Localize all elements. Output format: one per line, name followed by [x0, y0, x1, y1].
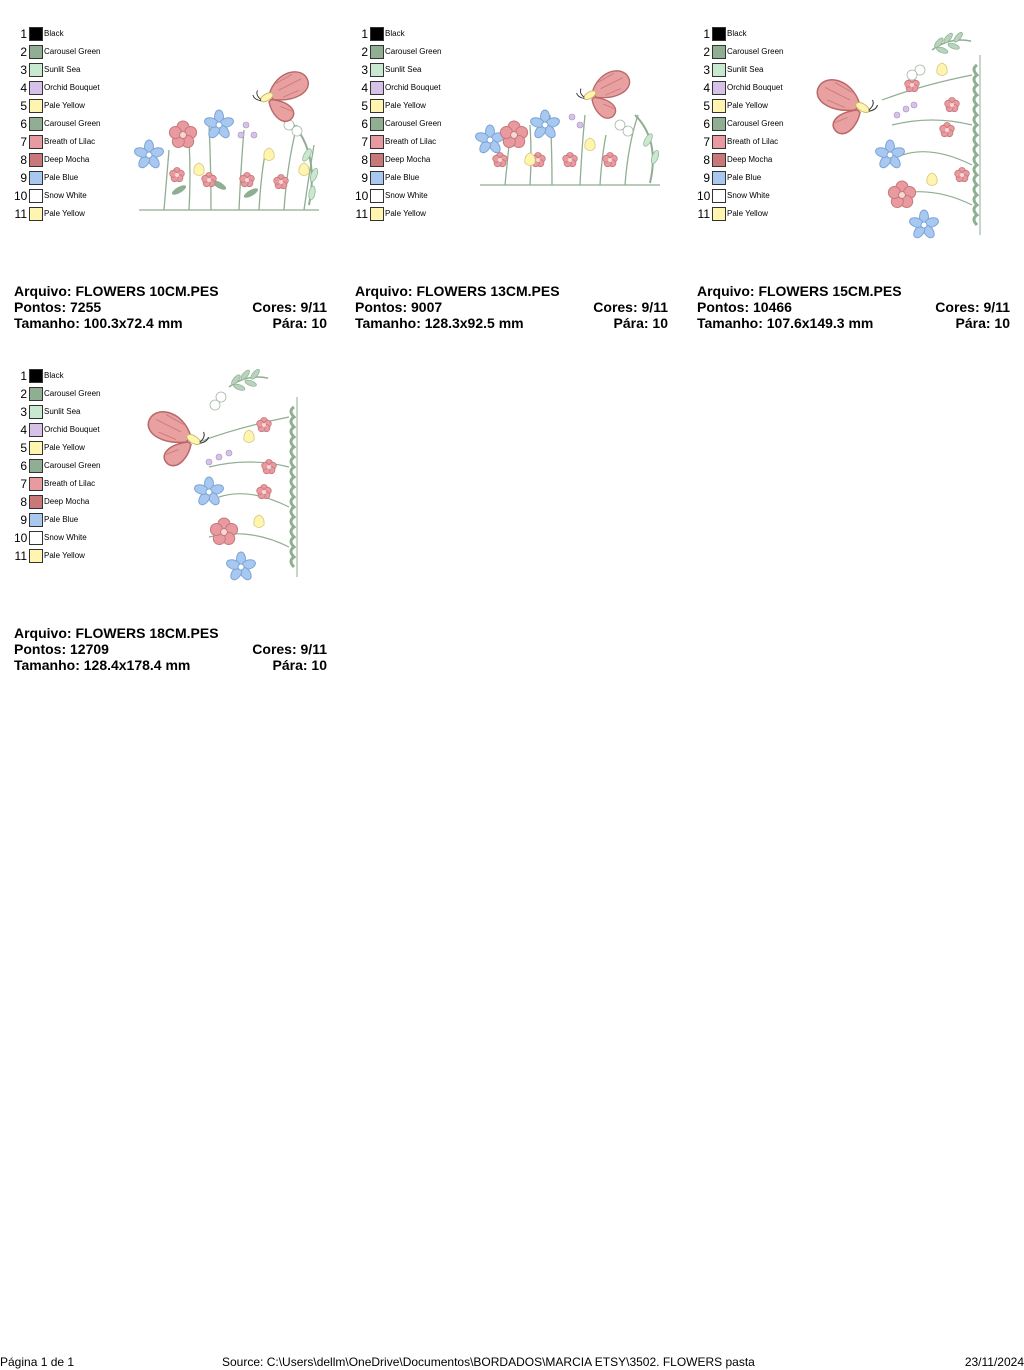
- thread-color-row: [355, 133, 475, 151]
- thread-color-number: 9: [20, 171, 27, 185]
- arquivo-text: Arquivo: FLOWERS 15CM.PES: [697, 283, 902, 299]
- thread-color-name: Black: [727, 29, 747, 38]
- cores-text: Cores: 9/11: [935, 299, 1010, 315]
- thread-color-name: Carousel Green: [727, 119, 784, 128]
- thread-color-name: Carousel Green: [727, 47, 784, 56]
- thread-color-number: 4: [361, 81, 368, 95]
- thread-color-number: 6: [361, 117, 368, 131]
- thread-color-name: Pale Yellow: [44, 101, 85, 110]
- thread-color-swatch: [29, 189, 43, 203]
- thread-color-name: Carousel Green: [385, 47, 442, 56]
- size-line: [697, 315, 1010, 331]
- thread-color-swatch: [370, 171, 384, 185]
- thread-color-name: Deep Mocha: [44, 155, 90, 164]
- pontos-text: Pontos: 9007: [355, 299, 443, 315]
- thread-color-swatch: [29, 441, 43, 455]
- tamanho-text: Tamanho: 128.3x92.5 mm: [355, 315, 524, 331]
- thread-color-number: 3: [20, 63, 27, 77]
- para-text: Pára: 10: [955, 315, 1010, 331]
- thread-color-number: 8: [20, 153, 27, 167]
- thread-color-row: [697, 187, 817, 205]
- thread-color-name: Sunlit Sea: [727, 65, 764, 74]
- thread-color-number: 7: [361, 135, 368, 149]
- thread-color-name: Orchid Bouquet: [385, 83, 441, 92]
- thread-color-swatch: [370, 207, 384, 221]
- thread-color-number: 5: [703, 99, 710, 113]
- thread-color-row: [697, 43, 817, 61]
- thread-color-swatch: [370, 81, 384, 95]
- thread-color-swatch: [29, 135, 43, 149]
- pontos-text: Pontos: 12709: [14, 641, 109, 657]
- thread-color-swatch: [29, 495, 43, 509]
- thread-color-row: [355, 79, 475, 97]
- thread-color-name: Pale Yellow: [385, 101, 426, 110]
- embroidery-preview: [119, 367, 329, 587]
- thread-color-number: 5: [20, 441, 27, 455]
- flowers-design-image: [119, 367, 329, 587]
- file-name-line: [14, 283, 327, 299]
- thread-color-row: [14, 79, 134, 97]
- thread-color-number: 10: [355, 189, 369, 203]
- thread-color-number: 3: [703, 63, 710, 77]
- tamanho-text: Tamanho: 128.4x178.4 mm: [14, 657, 191, 673]
- flowers-design-image: [119, 25, 329, 245]
- thread-color-name: Sunlit Sea: [385, 65, 422, 74]
- thread-color-swatch: [29, 405, 43, 419]
- thread-color-name: Pale Blue: [44, 173, 79, 182]
- thread-color-row: [14, 475, 134, 493]
- thread-color-swatch: [29, 531, 43, 545]
- thread-color-swatch: [29, 153, 43, 167]
- stitch-count-line: [697, 299, 1010, 315]
- thread-color-name: Black: [385, 29, 405, 38]
- page-number: Página 1 de 1: [0, 1355, 75, 1369]
- thread-color-row: [355, 43, 475, 61]
- arquivo-text: Arquivo: FLOWERS 10CM.PES: [14, 283, 219, 299]
- thread-color-swatch: [712, 99, 726, 113]
- thread-color-name: Pale Yellow: [727, 209, 768, 218]
- thread-color-row: [14, 115, 134, 133]
- thread-color-name: Pale Yellow: [44, 209, 85, 218]
- thread-color-row: [14, 529, 134, 547]
- thread-color-number: 8: [20, 495, 27, 509]
- thread-color-swatch: [29, 387, 43, 401]
- para-text: Pára: 10: [613, 315, 668, 331]
- thread-color-swatch: [712, 207, 726, 221]
- thread-color-name: Breath of Lilac: [44, 137, 96, 146]
- thread-color-swatch: [29, 81, 43, 95]
- thread-color-name: Black: [44, 371, 64, 380]
- thread-color-name: Carousel Green: [44, 461, 101, 470]
- thread-color-swatch: [29, 99, 43, 113]
- thread-color-swatch: [29, 27, 43, 41]
- thread-color-swatch: [29, 63, 43, 77]
- thread-color-row: [14, 403, 134, 421]
- thread-color-name: Orchid Bouquet: [44, 83, 100, 92]
- thread-color-swatch: [29, 459, 43, 473]
- pontos-text: Pontos: 10466: [697, 299, 792, 315]
- thread-color-row: [14, 511, 134, 529]
- tamanho-text: Tamanho: 100.3x72.4 mm: [14, 315, 183, 331]
- thread-color-swatch: [29, 513, 43, 527]
- thread-color-row: [14, 43, 134, 61]
- design-card-2: [355, 25, 670, 331]
- design-card-4: [14, 367, 329, 673]
- thread-color-row: [14, 421, 134, 439]
- size-line: [14, 657, 327, 673]
- pontos-text: Pontos: 7255: [14, 299, 102, 315]
- para-text: Pára: 10: [272, 657, 327, 673]
- thread-color-swatch: [370, 153, 384, 167]
- source-path: Source: C:\Users\dellm\OneDrive\Documentos\BORDADOS\MARCIA ETSY\3502. FLOWERS pasta: [222, 1355, 755, 1369]
- thread-color-row: [355, 187, 475, 205]
- thread-color-name: Breath of Lilac: [727, 137, 779, 146]
- thread-color-row: [697, 61, 817, 79]
- cores-text: Cores: 9/11: [252, 299, 327, 315]
- thread-color-name: Black: [44, 29, 64, 38]
- thread-color-number: 9: [361, 171, 368, 185]
- stitch-count-line: [14, 641, 327, 657]
- thread-color-row: [14, 169, 134, 187]
- thread-color-swatch: [712, 189, 726, 203]
- thread-color-swatch: [29, 117, 43, 131]
- thread-color-swatch: [712, 171, 726, 185]
- thread-color-row: [14, 151, 134, 169]
- thread-color-number: 9: [20, 513, 27, 527]
- thread-color-swatch: [29, 549, 43, 563]
- thread-color-number: 1: [361, 27, 368, 41]
- thread-color-swatch: [370, 117, 384, 131]
- thread-color-row: [697, 97, 817, 115]
- thread-color-number: 2: [361, 45, 368, 59]
- thread-color-row: [697, 151, 817, 169]
- thread-color-row: [697, 169, 817, 187]
- thread-color-row: [355, 97, 475, 115]
- thread-color-row: [697, 133, 817, 151]
- design-card-3: [697, 25, 1012, 331]
- thread-color-name: Orchid Bouquet: [727, 83, 783, 92]
- thread-color-swatch: [712, 117, 726, 131]
- cores-text: Cores: 9/11: [252, 641, 327, 657]
- thread-color-swatch: [370, 135, 384, 149]
- thread-color-name: Snow White: [727, 191, 770, 200]
- thread-color-number: 6: [20, 459, 27, 473]
- tamanho-text: Tamanho: 107.6x149.3 mm: [697, 315, 874, 331]
- thread-color-swatch: [370, 45, 384, 59]
- thread-color-name: Pale Blue: [385, 173, 420, 182]
- thread-color-swatch: [712, 27, 726, 41]
- embroidery-preview: [119, 25, 329, 245]
- thread-color-number: 10: [697, 189, 711, 203]
- thread-color-number: 7: [20, 477, 27, 491]
- flowers-design-image: [802, 25, 1012, 245]
- embroidery-preview: [460, 25, 670, 245]
- thread-color-row: [14, 187, 134, 205]
- thread-color-row: [355, 169, 475, 187]
- thread-color-number: 10: [14, 189, 28, 203]
- file-name-line: [14, 625, 327, 641]
- thread-color-row: [14, 547, 134, 565]
- thread-color-swatch: [370, 63, 384, 77]
- thread-color-name: Pale Yellow: [385, 209, 426, 218]
- print-date: 23/11/2024: [964, 1355, 1024, 1369]
- thread-color-row: [14, 97, 134, 115]
- flowers-design-image: [460, 25, 670, 245]
- thread-color-name: Sunlit Sea: [44, 65, 81, 74]
- arquivo-text: Arquivo: FLOWERS 13CM.PES: [355, 283, 560, 299]
- thread-color-name: Pale Blue: [727, 173, 762, 182]
- thread-color-number: 1: [20, 27, 27, 41]
- thread-color-number: 11: [355, 207, 368, 221]
- thread-color-name: Carousel Green: [44, 47, 101, 56]
- thread-color-number: 8: [361, 153, 368, 167]
- thread-color-number: 2: [20, 387, 27, 401]
- embroidery-preview: [802, 25, 1012, 245]
- thread-color-name: Carousel Green: [44, 119, 101, 128]
- thread-color-number: 9: [703, 171, 710, 185]
- size-line: [14, 315, 327, 331]
- thread-color-row: [697, 115, 817, 133]
- thread-color-row: [697, 25, 817, 43]
- thread-color-name: Pale Yellow: [44, 551, 85, 560]
- thread-color-number: 7: [20, 135, 27, 149]
- thread-color-swatch: [29, 477, 43, 491]
- thread-color-name: Carousel Green: [385, 119, 442, 128]
- thread-color-number: 3: [361, 63, 368, 77]
- thread-color-number: 4: [703, 81, 710, 95]
- thread-color-name: Breath of Lilac: [385, 137, 437, 146]
- thread-color-name: Deep Mocha: [44, 497, 90, 506]
- thread-color-row: [14, 25, 134, 43]
- file-name-line: [355, 283, 668, 299]
- thread-color-swatch: [712, 81, 726, 95]
- para-text: Pára: 10: [272, 315, 327, 331]
- thread-color-row: [355, 151, 475, 169]
- thread-color-row: [14, 205, 134, 223]
- thread-color-number: 6: [703, 117, 710, 131]
- thread-color-row: [697, 205, 817, 223]
- thread-color-number: 5: [361, 99, 368, 113]
- thread-color-name: Sunlit Sea: [44, 407, 81, 416]
- thread-color-swatch: [29, 171, 43, 185]
- thread-color-name: Deep Mocha: [727, 155, 773, 164]
- thread-color-swatch: [29, 423, 43, 437]
- thread-color-swatch: [712, 153, 726, 167]
- thread-color-name: Carousel Green: [44, 389, 101, 398]
- thread-color-swatch: [370, 27, 384, 41]
- thread-color-swatch: [29, 207, 43, 221]
- thread-color-name: Pale Yellow: [44, 443, 85, 452]
- thread-color-number: 1: [703, 27, 710, 41]
- thread-color-swatch: [712, 45, 726, 59]
- thread-color-row: [355, 25, 475, 43]
- thread-color-number: 11: [14, 207, 27, 221]
- thread-color-number: 4: [20, 423, 27, 437]
- thread-color-row: [697, 79, 817, 97]
- thread-color-number: 3: [20, 405, 27, 419]
- thread-color-swatch: [370, 99, 384, 113]
- thread-color-number: 2: [703, 45, 710, 59]
- thread-color-row: [355, 115, 475, 133]
- thread-color-swatch: [370, 189, 384, 203]
- thread-color-swatch: [712, 63, 726, 77]
- size-line: [355, 315, 668, 331]
- thread-color-number: 8: [703, 153, 710, 167]
- thread-color-number: 10: [14, 531, 28, 545]
- thread-color-number: 11: [14, 549, 27, 563]
- thread-color-name: Snow White: [385, 191, 428, 200]
- thread-color-row: [355, 61, 475, 79]
- thread-color-row: [14, 457, 134, 475]
- thread-color-row: [355, 205, 475, 223]
- thread-color-number: 1: [20, 369, 27, 383]
- thread-color-row: [14, 385, 134, 403]
- thread-color-name: Pale Blue: [44, 515, 79, 524]
- thread-color-row: [14, 439, 134, 457]
- design-card-1: [14, 25, 329, 331]
- thread-color-name: Pale Yellow: [727, 101, 768, 110]
- thread-color-number: 4: [20, 81, 27, 95]
- thread-color-swatch: [712, 135, 726, 149]
- thread-color-swatch: [29, 45, 43, 59]
- thread-color-row: [14, 61, 134, 79]
- thread-color-name: Deep Mocha: [385, 155, 431, 164]
- stitch-count-line: [14, 299, 327, 315]
- thread-color-number: 2: [20, 45, 27, 59]
- thread-color-number: 5: [20, 99, 27, 113]
- thread-color-name: Orchid Bouquet: [44, 425, 100, 434]
- arquivo-text: Arquivo: FLOWERS 18CM.PES: [14, 625, 219, 641]
- file-name-line: [697, 283, 1010, 299]
- thread-color-name: Breath of Lilac: [44, 479, 96, 488]
- thread-color-name: Snow White: [44, 191, 87, 200]
- thread-color-row: [14, 367, 134, 385]
- cores-text: Cores: 9/11: [593, 299, 668, 315]
- thread-color-row: [14, 493, 134, 511]
- stitch-count-line: [355, 299, 668, 315]
- thread-color-number: 7: [703, 135, 710, 149]
- thread-color-number: 6: [20, 117, 27, 131]
- thread-color-number: 11: [697, 207, 710, 221]
- thread-color-name: Snow White: [44, 533, 87, 542]
- thread-color-row: [14, 133, 134, 151]
- thread-color-swatch: [29, 369, 43, 383]
